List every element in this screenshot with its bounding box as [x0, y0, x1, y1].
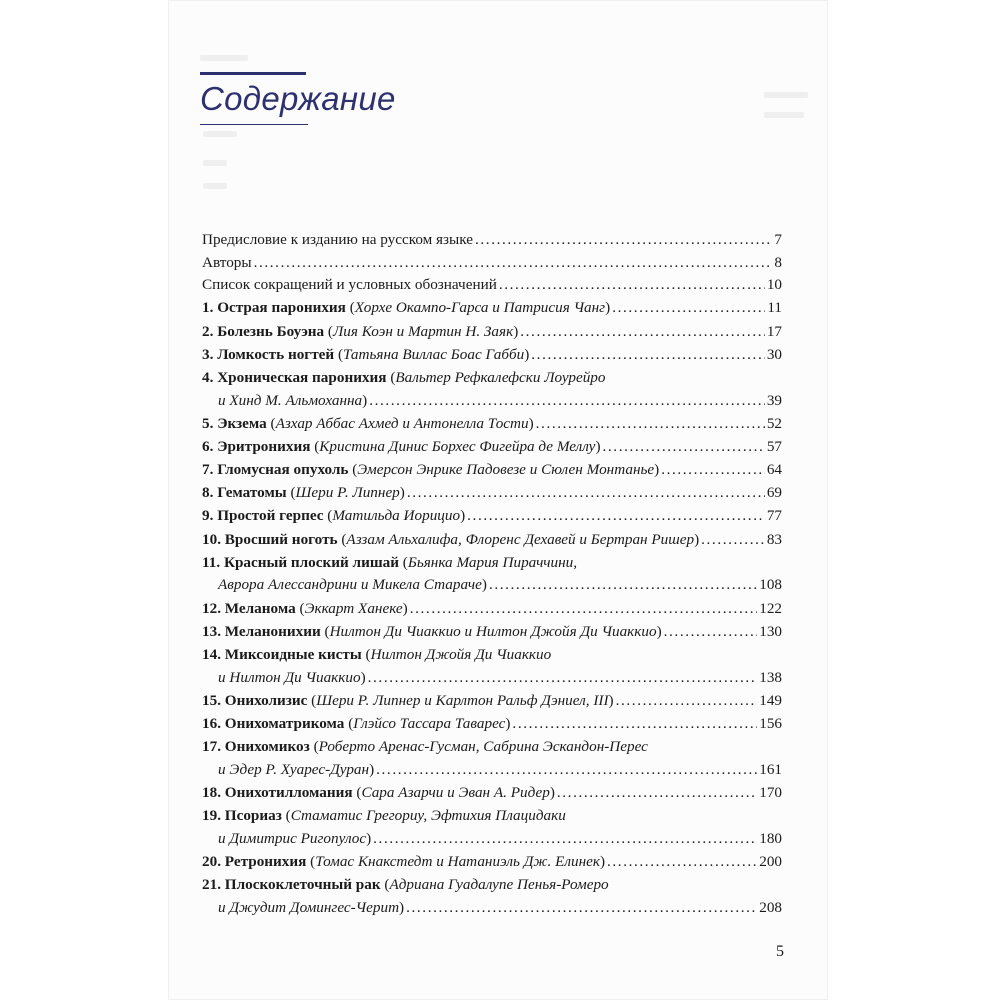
chapter-title: Красный плоский лишай: [223, 553, 399, 571]
chapter-title: Гломусная опухоль: [217, 461, 349, 479]
toc-page-number: 130: [759, 622, 782, 640]
toc-line: [202, 621, 782, 644]
open-paren: (: [380, 876, 390, 894]
chapter-title: Болезнь Боуэна: [217, 322, 325, 340]
chapter-authors: Нилтон Джойя Ди Чиаккио: [370, 646, 552, 663]
toc-line: [202, 529, 782, 552]
toc-page-number: 10: [766, 276, 782, 294]
toc-page-number: 17: [766, 322, 782, 340]
toc-page-number: 7: [774, 231, 782, 248]
open-paren: (: [286, 484, 296, 502]
dot-leader: [557, 782, 757, 805]
toc-page-number: 64: [766, 461, 782, 479]
toc-line: [202, 690, 782, 713]
toc-chapter-heading: [202, 459, 659, 482]
close-paren: ): [362, 391, 368, 409]
close-paren: ): [595, 437, 601, 455]
show-through-mark: [764, 92, 808, 98]
toc-chapter-entry: [202, 413, 782, 436]
toc-chapter-authors-cont: [218, 667, 366, 690]
toc-chapter-entry: [202, 851, 782, 874]
chapter-title: Эритронихия: [217, 437, 311, 455]
chapter-authors: Азхар Аббас Ахмед и Антонелла Тости: [275, 414, 529, 432]
close-paren: ): [513, 322, 519, 340]
dot-leader: [368, 667, 758, 690]
chapter-title: Онихотилломания: [224, 783, 353, 801]
toc-page-number: 8: [774, 253, 782, 271]
close-paren: ): [360, 668, 366, 686]
close-paren: ): [656, 622, 662, 640]
toc-line: [202, 552, 782, 575]
close-paren: ): [399, 898, 405, 916]
chapter-number: 7.: [202, 461, 214, 479]
chapter-number: 13.: [202, 622, 221, 640]
chapter-number: 16.: [202, 714, 221, 732]
chapter-title: Ретронихия: [224, 852, 307, 870]
toc-front-entry: [202, 229, 782, 252]
chapter-authors: и Нилтон Ди Чиаккио: [218, 668, 361, 686]
chapter-authors: Татьяна Виллас Боас Габби: [343, 345, 525, 363]
open-paren: (: [310, 437, 320, 455]
toc-chapter-heading: [202, 738, 648, 755]
chapter-number: 6.: [202, 437, 214, 455]
dot-leader: [536, 413, 765, 436]
close-paren: ): [369, 760, 375, 778]
chapter-authors: Глэйсо Тассара Таварес: [353, 714, 506, 732]
chapter-authors: Лия Коэн и Мартин Н. Заяк: [332, 322, 514, 340]
toc-chapter-entry: [202, 436, 782, 459]
chapter-authors: Сара Азарчи и Эван А. Ридер: [361, 783, 550, 801]
chapter-number: 2.: [202, 322, 214, 340]
toc-chapter-entry: [202, 505, 782, 528]
chapter-authors: Роберто Аренас-Гусман, Сабрина Эскандон-Перес: [318, 738, 648, 756]
dot-leader: [612, 297, 765, 320]
dot-leader: [489, 574, 757, 597]
close-paren: ): [481, 576, 487, 594]
chapter-authors: Хорхе Окампо-Гарса и Патрисия Чанг: [354, 299, 606, 317]
toc-chapter-heading: [202, 505, 465, 528]
toc-line: [202, 505, 782, 528]
dot-leader: [254, 252, 773, 275]
dot-leader: [701, 529, 765, 552]
close-paren: ): [460, 507, 466, 525]
chapter-number: 18.: [202, 783, 221, 801]
open-paren: (: [324, 322, 333, 340]
close-paren: ): [528, 414, 534, 432]
toc-page-number: 156: [759, 714, 782, 732]
dot-leader: [406, 897, 757, 920]
toc-chapter-heading: [202, 369, 606, 386]
toc-page-number: 77: [766, 507, 782, 525]
chapter-title: Псориаз: [224, 807, 282, 825]
dot-leader: [603, 436, 765, 459]
toc-line-continued: [202, 390, 782, 413]
open-paren: (: [337, 530, 347, 548]
dot-leader: [467, 505, 765, 528]
open-paren: (: [344, 714, 354, 732]
chapter-title: Онихомикоз: [224, 738, 310, 756]
toc-page-number: 39: [766, 391, 782, 409]
toc-line: [202, 874, 782, 897]
toc-page-number: 11: [767, 299, 782, 317]
toc-line: [202, 736, 782, 759]
chapter-authors: Аззам Альхалифа, Флоренс Дехавей и Бертран Ришер: [346, 530, 695, 548]
chapter-title: Хроническая паронихия: [217, 368, 387, 386]
dot-leader: [410, 598, 757, 621]
toc-chapter-entry: [202, 644, 782, 689]
toc-chapter-authors-cont: [218, 828, 371, 851]
open-paren: (: [386, 368, 396, 386]
chapter-authors: Эмерсон Энрике Падовезе и Сюлен Монтанье: [357, 461, 655, 479]
toc-line: [202, 344, 782, 367]
toc-chapter-authors-cont: [218, 759, 374, 782]
show-through-mark: [203, 131, 237, 137]
open-paren: (: [399, 553, 408, 571]
toc-chapter-authors-cont: [218, 390, 367, 413]
toc-chapter-heading: [202, 876, 609, 893]
toc-page-number: 122: [759, 599, 782, 617]
dot-leader: [373, 828, 757, 851]
chapter-authors: Нилтон Ди Чиаккио и Нилтон Джойя Ди Чиаккио: [329, 622, 657, 640]
dot-leader: [499, 274, 765, 297]
heading-underline: [200, 124, 308, 125]
toc-line: [202, 482, 782, 505]
toc-line: [202, 805, 782, 828]
close-paren: ): [694, 530, 700, 548]
chapter-title: Плоскоклеточный рак: [224, 876, 381, 894]
dot-leader: [616, 690, 758, 713]
chapter-number: 15.: [202, 691, 221, 709]
chapter-authors: и Джудит Домингес-Черит: [218, 898, 400, 916]
open-paren: (: [323, 507, 333, 525]
chapter-authors: Бьянка Мария Пираччини,: [407, 553, 578, 571]
toc-chapter-heading: [202, 807, 566, 824]
close-paren: ): [605, 299, 611, 317]
toc-chapter-heading: [202, 482, 405, 505]
toc-page-number: 138: [759, 668, 782, 686]
toc-chapter-entry: [202, 297, 782, 320]
chapter-number: 9.: [202, 507, 214, 525]
toc-chapter-heading: [202, 554, 577, 571]
toc-chapter-entry: [202, 598, 782, 621]
toc-chapter-heading: [202, 782, 555, 805]
toc-chapter-authors-cont: [218, 574, 487, 597]
close-paren: ): [505, 714, 511, 732]
dot-leader: [475, 229, 772, 252]
chapter-authors: Стаматис Грегориу, Эфтихия Плацидаки: [290, 807, 566, 825]
toc-chapter-heading: [202, 690, 614, 713]
toc-chapter-heading: [202, 646, 551, 663]
toc-line: [202, 851, 782, 874]
toc-chapter-heading: [202, 321, 518, 344]
toc-line: [202, 367, 782, 390]
toc-chapter-entry: [202, 529, 782, 552]
chapter-authors: Аврора Алессандрини и Микела Старачe: [218, 576, 482, 594]
chapter-number: 3.: [202, 345, 214, 363]
toc-page-number: 170: [759, 783, 782, 801]
chapter-number: 17.: [202, 738, 221, 756]
close-paren: ): [524, 345, 530, 363]
chapter-authors: Вальтер Рефкалефски Лоурейро: [395, 368, 606, 386]
chapter-authors: Адриана Гуадалупе Пенья-Ромеро: [389, 876, 609, 894]
toc-page-number: 149: [759, 691, 782, 709]
toc-chapter-heading: [202, 621, 662, 644]
chapter-authors: Кристина Динис Борхес Фигейра де Меллу: [319, 437, 596, 455]
open-paren: (: [295, 599, 305, 617]
toc-page-number: 161: [759, 760, 782, 778]
toc-page-number: 180: [759, 829, 782, 847]
toc-front-entry: [202, 252, 782, 275]
open-paren: (: [345, 299, 355, 317]
toc-chapter-entry: [202, 782, 782, 805]
dot-leader: [376, 759, 757, 782]
chapter-number: 1.: [202, 299, 214, 317]
show-through-mark: [200, 55, 248, 61]
toc-chapter-entry: [202, 459, 782, 482]
chapter-title: Вросший ноготь: [224, 530, 338, 548]
open-paren: (: [361, 646, 371, 663]
toc-front-entry: [202, 274, 782, 297]
chapter-number: 8.: [202, 484, 214, 502]
toc-chapter-heading: [202, 297, 610, 320]
open-paren: (: [281, 807, 291, 825]
dot-leader: [607, 851, 757, 874]
show-through-mark: [203, 160, 227, 166]
open-paren: (: [306, 852, 316, 870]
chapter-title: Гематомы: [217, 484, 287, 502]
open-paren: (: [266, 414, 276, 432]
toc-entry-title: Список сокращений и условных обозначений: [202, 276, 497, 294]
chapter-title: Онихолизис: [224, 691, 308, 709]
chapter-number: 12.: [202, 599, 221, 617]
open-paren: (: [348, 461, 358, 479]
toc-chapter-heading: [202, 344, 529, 367]
chapter-title: Меланома: [224, 599, 296, 617]
toc-line: [202, 782, 782, 805]
dot-leader: [531, 344, 765, 367]
toc-line-continued: [202, 667, 782, 690]
toc-chapter-entry: [202, 344, 782, 367]
chapter-title: Меланонихии: [224, 622, 321, 640]
close-paren: ): [549, 783, 555, 801]
chapter-authors: и Димитрис Ригопулос: [218, 829, 367, 847]
toc-chapter-heading: [202, 436, 601, 459]
toc-line: [202, 436, 782, 459]
toc-entry-title: Предисловие к изданию на русском языке: [202, 231, 473, 248]
chapter-title: Простой герпес: [217, 507, 324, 525]
toc-chapter-entry: [202, 805, 782, 850]
toc-line: [202, 252, 782, 275]
close-paren: ): [599, 852, 606, 870]
toc-page-number: 200: [759, 852, 782, 870]
close-paren: ): [608, 691, 614, 709]
close-paren: ): [366, 829, 372, 847]
toc-page-number: 208: [759, 898, 782, 916]
toc-line: [202, 229, 782, 252]
open-paren: (: [320, 622, 330, 640]
toc-page-number: 69: [766, 484, 782, 502]
chapter-number: 21.: [202, 876, 221, 894]
chapter-authors: Матильда Иорицио: [332, 507, 461, 525]
show-through-mark: [764, 112, 804, 118]
toc-line: [202, 644, 782, 667]
chapter-authors: и Эдер Р. Хуарес-Дуран: [218, 760, 370, 778]
toc-chapter-entry: [202, 482, 782, 505]
toc-line: [202, 297, 782, 320]
chapter-authors: Эккарт Ханеке: [304, 599, 403, 617]
toc-chapter-entry: [202, 736, 782, 781]
toc-page-number: 52: [766, 414, 782, 432]
toc-chapter-entry: [202, 552, 782, 597]
close-paren: ): [654, 461, 660, 479]
chapter-authors: Томас Кнакстедт и Натаниэль Дж. Елинек: [315, 852, 600, 870]
toc-chapter-entry: [202, 874, 782, 919]
chapter-number: 5.: [202, 414, 214, 432]
chapter-number: 10.: [202, 530, 221, 548]
toc-line-continued: [202, 828, 782, 851]
toc-line: [202, 713, 782, 736]
toc-chapter-entry: [202, 367, 782, 412]
toc-chapter-entry: [202, 690, 782, 713]
toc-line-continued: [202, 897, 782, 920]
toc-page-number: 83: [766, 530, 782, 548]
toc-entry-title: Авторы: [202, 253, 252, 271]
heading-rule: [200, 72, 306, 75]
dot-leader: [664, 621, 758, 644]
chapter-title: Ломкость ногтей: [217, 345, 335, 363]
chapter-authors: Шери Р. Липнер и Карлтон Ральф Дэниел, III: [316, 691, 609, 709]
toc-line: [202, 274, 782, 297]
toc-line: [202, 598, 782, 621]
chapter-title: Миксоидные кисты: [224, 646, 362, 663]
dot-leader: [512, 713, 757, 736]
toc-chapter-entry: [202, 713, 782, 736]
chapter-number: 14.: [202, 646, 221, 663]
toc-chapter-authors-cont: [218, 897, 404, 920]
chapter-title: Онихоматрикома: [224, 714, 345, 732]
page-number: 5: [776, 943, 784, 960]
show-through-mark: [203, 183, 227, 189]
dot-leader: [661, 459, 765, 482]
open-paren: (: [307, 691, 317, 709]
toc-line: [202, 459, 782, 482]
toc-chapter-heading: [202, 529, 699, 552]
chapter-authors: и Хинд М. Альмоханна: [218, 391, 363, 409]
toc-chapter-heading: [202, 851, 605, 874]
open-paren: (: [352, 783, 362, 801]
toc-line: [202, 413, 782, 436]
close-paren: ): [402, 599, 408, 617]
toc-line-continued: [202, 574, 782, 597]
toc-page-number: 108: [759, 576, 782, 594]
toc-page-number: 57: [766, 437, 782, 455]
toc-line: [202, 321, 782, 344]
open-paren: (: [309, 738, 319, 756]
chapter-authors: Шери Р. Липнер: [295, 484, 400, 502]
toc-page-number: 30: [766, 345, 782, 363]
dot-leader: [369, 390, 765, 413]
page-title: Содержание: [200, 80, 396, 117]
close-paren: ): [399, 484, 405, 502]
toc-chapter-heading: [202, 713, 510, 736]
chapter-number: 11.: [202, 553, 221, 571]
chapter-number: 19.: [202, 807, 221, 825]
chapter-number: 4.: [202, 368, 214, 386]
chapter-title: Острая паронихия: [217, 299, 346, 317]
chapter-title: Экзема: [217, 414, 267, 432]
toc-chapter-entry: [202, 321, 782, 344]
dot-leader: [520, 321, 765, 344]
toc-chapter-entry: [202, 621, 782, 644]
open-paren: (: [334, 345, 344, 363]
toc-chapter-heading: [202, 413, 534, 436]
chapter-number: 20.: [202, 852, 221, 870]
dot-leader: [407, 482, 765, 505]
toc-chapter-heading: [202, 598, 408, 621]
toc-line-continued: [202, 759, 782, 782]
table-of-contents: [202, 229, 782, 919]
